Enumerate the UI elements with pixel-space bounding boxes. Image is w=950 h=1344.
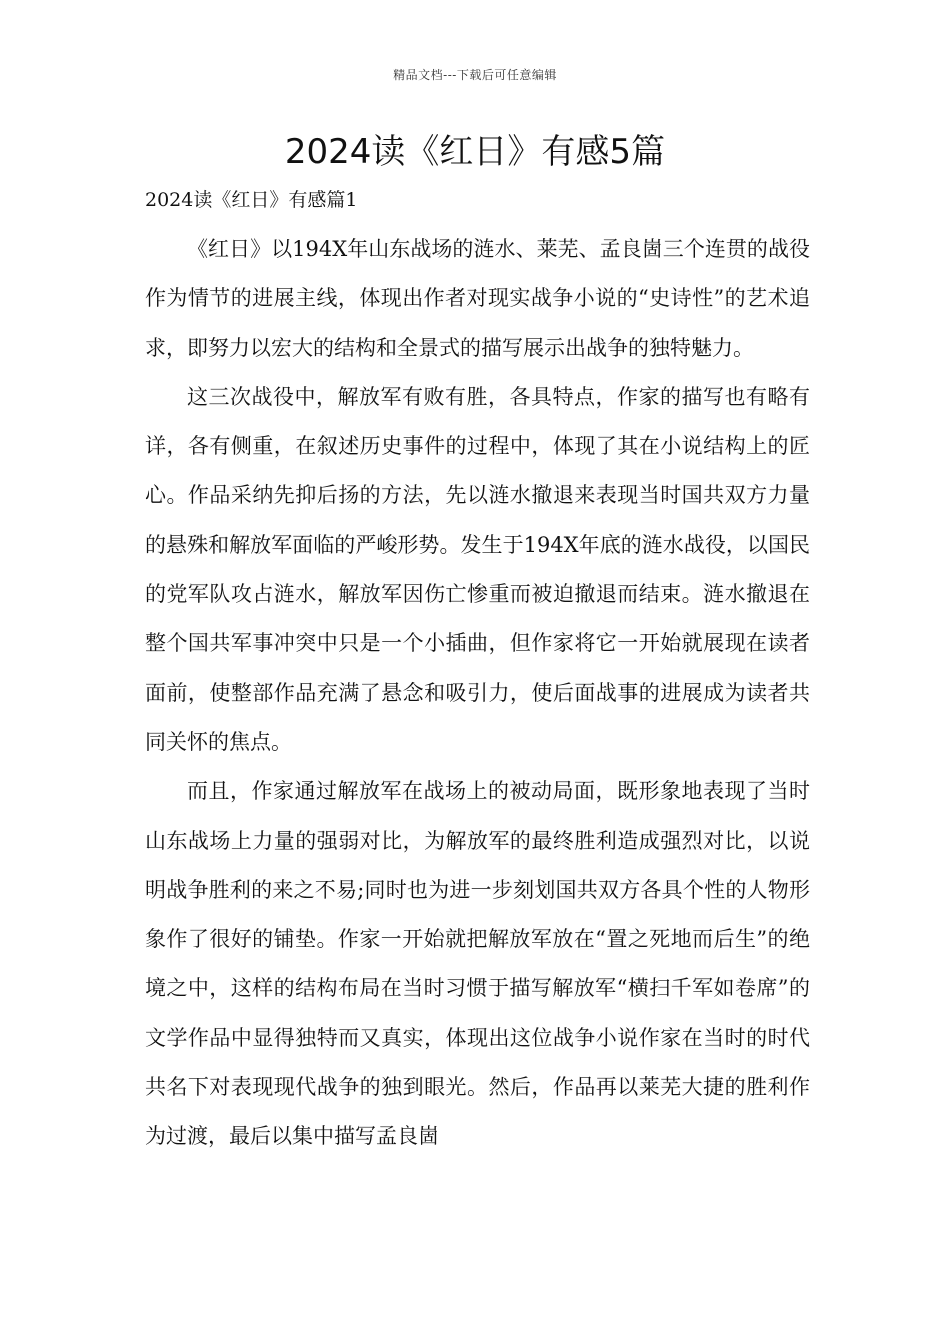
header-note: 精品文档---下载后可任意编辑 bbox=[393, 68, 557, 82]
paragraph: 《红日》以194X年山东战场的涟水、莱芜、孟良崮三个连贯的战役作为情节的进展主线，体现出作者对现实战争小说的“史诗性”的艺术追求，即努力以宏大的结构和全景式的描写展示出战争的独特魅力。 bbox=[145, 237, 810, 360]
paragraph: 而且，作家通过解放军在战场上的被动局面，既形象地表现了当时山东战场上力量的强弱对比，为解放军的最终胜利造成强烈对比，以说明战争胜利的来之不易;同时也为进一步刻划国共双方各具个性的人物形象作了很好的铺垫。作家一开始就把解放军放在“置之死地而后生”的绝境之中，这样的结构布局在当时习惯于描写解放军“横扫千军如卷席”的文学作品中显得独特而又真实，体现出这位战争小说作家在当时的时代共名下对表现现代战争的独到眼光。然后，作品再以莱芜大捷的胜利作为过渡，最后以集中描写孟良崮 bbox=[145, 779, 810, 1149]
section-heading: 2024读《红日》有感篇1 bbox=[145, 189, 358, 211]
paragraph: 这三次战役中，解放军有败有胜，各具特点，作家的描写也有略有详，各有侧重，在叙述历史事件的过程中，体现了其在小说结构上的匠心。作品采纳先抑后扬的方法，先以涟水撤退来表现当时国共双方力量的悬殊和解放军面临的严峻形势。发生于194X年底的涟水战役，以国民的党军队攻占涟水，解放军因伤亡惨重而被迫撤退而结束。涟水撤退在整个国共军事冲突中只是一个小插曲，但作家将它一开始就展现在读者面前，使整部作品充满了悬念和吸引力，使后面战事的进展成为读者共同关怀的焦点。 bbox=[145, 384, 810, 754]
document-title: 2024读《红日》有感5篇 bbox=[284, 132, 666, 172]
body-text bbox=[145, 225, 810, 1162]
